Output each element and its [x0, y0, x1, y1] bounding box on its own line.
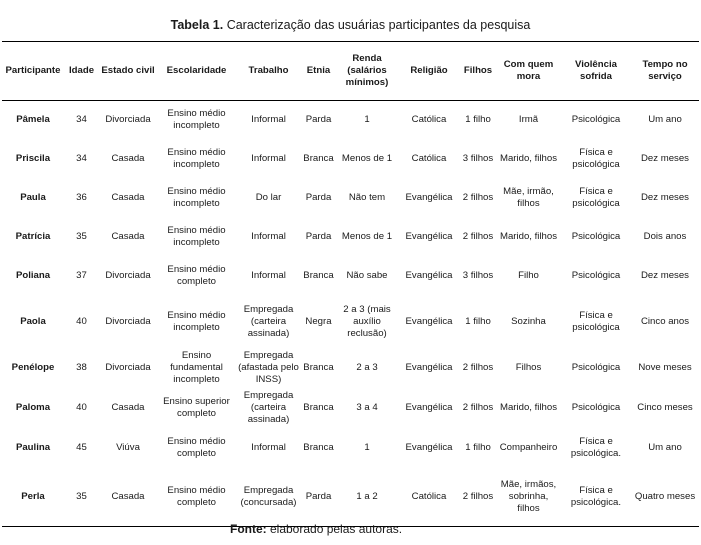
column-header-etnia: Etnia: [301, 42, 336, 101]
caption-text: Caracterização das usuárias participantes da pesquisa: [223, 18, 531, 32]
cell-escolaridade: Ensino superior completo: [163, 395, 230, 419]
column-header-violencia-sofrida: Violência sofrida: [561, 42, 631, 101]
cell-trabalho: Informal: [251, 114, 286, 126]
table-row: [2, 140, 699, 179]
cell-violencia: Física e psicológica.: [570, 435, 622, 459]
cell-etnia: Parda: [305, 231, 332, 242]
cell-tempo: Cinco anos: [641, 315, 689, 327]
cell-filhos: 3 filhos: [462, 270, 494, 281]
cell-filhos: 2 filhos: [462, 401, 494, 413]
cell-com-quem-mora: Companheiro: [499, 441, 558, 453]
cell-estado-civil: Casada: [99, 468, 157, 527]
cell-trabalho: Empregada (carteira assinada): [243, 389, 294, 425]
cell-com-quem-mora: Irmã: [518, 114, 539, 126]
cell-tempo: Cinco meses: [637, 401, 693, 413]
cell-filhos: 1 filho: [465, 114, 491, 126]
participants-table: [2, 41, 699, 527]
footer-text: elaborado pelas autoras.: [266, 522, 403, 536]
cell-renda: Não sabe: [346, 270, 388, 281]
column-header-idade: Idade: [64, 42, 99, 101]
cell-tempo: Quatro meses: [631, 468, 699, 527]
cell-idade: 34: [76, 114, 87, 126]
column-header-renda: Renda (salários mínimos): [336, 42, 398, 101]
cell-estado-civil: Divorciada: [105, 315, 151, 327]
cell-violencia: Física e psicológica: [572, 309, 620, 333]
cell-idade: 40: [76, 315, 87, 327]
column-header-estado-civil: Estado civil: [99, 42, 157, 101]
cell-escolaridade: Ensino médio completo: [167, 435, 226, 459]
header-row: [2, 42, 699, 101]
cell-tempo: Dois anos: [643, 231, 687, 242]
cell-com-quem-mora: Marido, filhos: [499, 231, 558, 242]
cell-filhos: 2 filhos: [462, 231, 494, 242]
cell-etnia: Parda: [305, 192, 332, 203]
cell-religiao: Católica: [411, 153, 447, 164]
cell-participante: Poliana: [15, 270, 51, 281]
cell-etnia: Branca: [303, 153, 334, 164]
cell-renda: Menos de 1: [341, 231, 393, 242]
cell-renda: Não tem: [348, 192, 386, 203]
cell-escolaridade: Ensino médio incompleto: [167, 186, 226, 209]
cell-estado-civil: Casada: [111, 153, 145, 164]
cell-trabalho: Do lar: [255, 192, 282, 203]
cell-religiao: Evangélica: [405, 270, 453, 281]
cell-violencia: Psicológica: [571, 361, 621, 373]
cell-trabalho: Informal: [251, 153, 286, 164]
cell-participante: Paloma: [15, 401, 51, 413]
cell-filhos: 3 filhos: [462, 153, 494, 164]
cell-violencia: Psicológica: [571, 231, 621, 242]
cell-renda: 2 a 3: [356, 361, 378, 373]
cell-idade: 35: [64, 468, 99, 527]
cell-renda: 1: [364, 441, 370, 453]
cell-com-quem-mora: Marido, filhos: [499, 153, 558, 164]
cell-renda: 1 a 2: [336, 468, 398, 527]
cell-etnia: Branca: [303, 401, 334, 413]
cell-idade: 37: [76, 270, 87, 281]
cell-estado-civil: Casada: [111, 401, 145, 413]
column-header-com-quem-mora: Com quem mora: [496, 42, 561, 101]
cell-trabalho: Empregada (concursada): [236, 468, 301, 527]
cell-violencia: Física e psicológica: [572, 186, 620, 209]
cell-participante: Pâmela: [16, 114, 50, 126]
cell-escolaridade: Ensino médio incompleto: [167, 309, 226, 333]
cell-tempo: Nove meses: [638, 361, 692, 373]
cell-etnia: Branca: [303, 441, 334, 453]
cell-religiao: Católica: [411, 114, 447, 126]
column-header-tempo-no-servico: Tempo no serviço: [631, 42, 699, 101]
cell-violencia: Psicológica: [571, 270, 621, 281]
cell-religiao: Evangélica: [405, 192, 453, 203]
cell-participante: Paulina: [15, 441, 51, 453]
cell-escolaridade: Ensino médio incompleto: [167, 108, 226, 132]
column-header-trabalho: Trabalho: [236, 42, 301, 101]
cell-religiao: Evangélica: [405, 231, 453, 242]
cell-filhos: 1 filho: [465, 315, 491, 327]
cell-trabalho: Informal: [251, 231, 286, 242]
column-header-religiao: Religião: [398, 42, 460, 101]
cell-idade: 40: [76, 401, 87, 413]
cell-religiao: Evangélica: [405, 361, 453, 373]
cell-escolaridade: Ensino fundamental incompleto: [170, 349, 223, 385]
cell-trabalho: Empregada (carteira assinada): [243, 303, 294, 339]
column-header-filhos: Filhos: [460, 42, 496, 101]
cell-trabalho: Empregada (afastada pelo INSS): [238, 349, 299, 385]
cell-religiao: Evangélica: [405, 401, 453, 413]
cell-com-quem-mora: Mãe, irmãos, sobrinha, filhos: [496, 468, 561, 527]
table-source-note: [230, 522, 402, 536]
cell-religiao: Evangélica: [405, 441, 453, 453]
cell-violencia: Física e psicológica: [572, 147, 620, 170]
cell-renda: 3 a 4: [356, 401, 378, 413]
table-row: [2, 257, 699, 296]
cell-participante: Perla: [2, 468, 64, 527]
table-row: [2, 348, 699, 388]
cell-idade: 34: [76, 153, 87, 164]
table-row: [2, 468, 699, 527]
cell-etnia: Negra: [305, 315, 332, 327]
cell-renda: 2 a 3 (mais auxílio reclusão): [343, 303, 391, 339]
table-row: [2, 218, 699, 257]
table-row: [2, 428, 699, 468]
cell-estado-civil: Divorciada: [105, 114, 151, 126]
cell-estado-civil: Viúva: [116, 441, 140, 453]
cell-filhos: 2 filhos: [462, 361, 494, 373]
cell-tempo: Dez meses: [641, 192, 689, 203]
cell-etnia: Parda: [301, 468, 336, 527]
table-row: [2, 388, 699, 428]
cell-tempo: Dez meses: [641, 270, 689, 281]
cell-estado-civil: Casada: [111, 231, 145, 242]
cell-escolaridade: Ensino médio incompleto: [167, 225, 226, 248]
cell-escolaridade: Ensino médio completo: [157, 468, 236, 527]
cell-com-quem-mora: Mãe, irmão, filhos: [503, 186, 554, 209]
cell-participante: Paola: [20, 315, 46, 327]
cell-idade: 35: [76, 231, 87, 242]
cell-com-quem-mora: Marido, filhos: [499, 401, 558, 413]
cell-participante: Patrícia: [15, 231, 51, 242]
cell-trabalho: Informal: [251, 441, 286, 453]
cell-com-quem-mora: Filho: [518, 270, 539, 281]
cell-estado-civil: Divorciada: [105, 270, 151, 281]
cell-tempo: Dez meses: [641, 153, 689, 164]
cell-tempo: Um ano: [648, 114, 682, 126]
cell-idade: 36: [76, 192, 87, 203]
table-row: [2, 296, 699, 348]
table-row: [2, 179, 699, 218]
cell-renda: Menos de 1: [341, 153, 393, 164]
column-header-participante: Participante: [2, 42, 64, 101]
cell-filhos: 1 filho: [465, 441, 491, 453]
cell-religiao: Católica: [398, 468, 460, 527]
cell-idade: 38: [76, 361, 87, 373]
cell-violencia: Psicológica: [571, 114, 621, 126]
column-header-escolaridade: Escolaridade: [157, 42, 236, 101]
cell-estado-civil: Casada: [111, 192, 145, 203]
table-caption: [0, 18, 701, 32]
cell-participante: Paula: [20, 192, 46, 203]
cell-filhos: 2 filhos: [460, 468, 496, 527]
cell-estado-civil: Divorciada: [105, 361, 151, 373]
cell-idade: 45: [76, 441, 87, 453]
cell-participante: Penélope: [11, 361, 55, 373]
table-row: [2, 101, 699, 140]
cell-renda: 1: [364, 114, 370, 126]
cell-violencia: Psicológica: [571, 401, 621, 413]
cell-com-quem-mora: Filhos: [515, 361, 542, 373]
cell-escolaridade: Ensino médio incompleto: [167, 147, 226, 170]
footer-label: Fonte:: [230, 522, 267, 536]
cell-etnia: Branca: [303, 361, 334, 373]
cell-religiao: Evangélica: [405, 315, 453, 327]
cell-etnia: Parda: [305, 114, 332, 126]
caption-label: Tabela 1.: [170, 18, 224, 32]
cell-violencia: Física e psicológica.: [561, 468, 631, 527]
cell-escolaridade: Ensino médio completo: [167, 264, 226, 287]
cell-filhos: 2 filhos: [462, 192, 494, 203]
cell-trabalho: Informal: [251, 270, 286, 281]
cell-etnia: Branca: [303, 270, 334, 281]
cell-com-quem-mora: Sozinha: [511, 315, 546, 327]
cell-tempo: Um ano: [648, 441, 682, 453]
cell-participante: Priscila: [15, 153, 51, 164]
